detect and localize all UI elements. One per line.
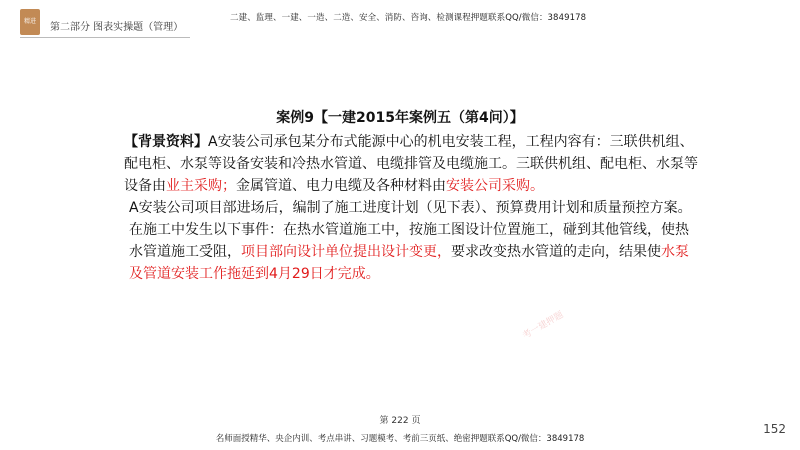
footer-contact: 名师面授精华、央企内训、考点串讲、习题模考、考前三页纸、绝密押题联系QQ/微信：3849178 — [215, 434, 585, 444]
background-text-2: 金属管道、电力电缆及各种材料由 — [236, 178, 446, 194]
logo — [20, 9, 40, 35]
case-title: 案例9【一建2015年案例五（第4问）】 — [276, 110, 524, 126]
header-contact: 二建、监理、一建、一造、二造、安全、消防、咨询、检测课程押题联系QQ/微信：3849178 — [230, 13, 587, 23]
page-number: 第 222 页 — [379, 416, 421, 426]
event-text-1: A安装公司项目部进场后，编制了施工进度计划（见下表）、预算费用计划和质量预控方案。在施工中发生以下事件：在热水管道施工中，按施工图设计位置施工，碰到其他管线，使热水管道施工受阻， — [129, 200, 692, 260]
section-title: 第二部分 图表实操题（管理） — [50, 22, 184, 33]
background-label: 【背景资料】 — [124, 134, 208, 150]
event-paragraph — [96, 197, 701, 285]
background-paragraph — [96, 131, 701, 197]
event-text-2: 要求改变热水管道的走向，结果使 — [451, 244, 661, 260]
slide-number: 152 — [763, 422, 786, 436]
logo-text: 精进 — [23, 18, 36, 25]
event-highlight-2: 水泵及管道安装工作拖延到4月29日才完成。 — [129, 244, 689, 282]
background-highlight-1: 业主采购； — [166, 178, 236, 194]
background-text-1: A安装公司承包某分布式能源中心的机电安装工程，工程内容有：三联供机组、配电柜、水泵等设备安装和冷热水管道、电缆排管及电缆施工。三联供机组、配电柜、水泵等设备由 — [124, 134, 698, 194]
event-highlight-1: 项目部向设计单位提出设计变更， — [241, 244, 451, 260]
case-body — [96, 131, 701, 285]
header-divider — [20, 37, 190, 38]
watermark: 考一建押题 — [521, 310, 566, 342]
background-highlight-2: 安装公司采购。 — [446, 178, 544, 194]
